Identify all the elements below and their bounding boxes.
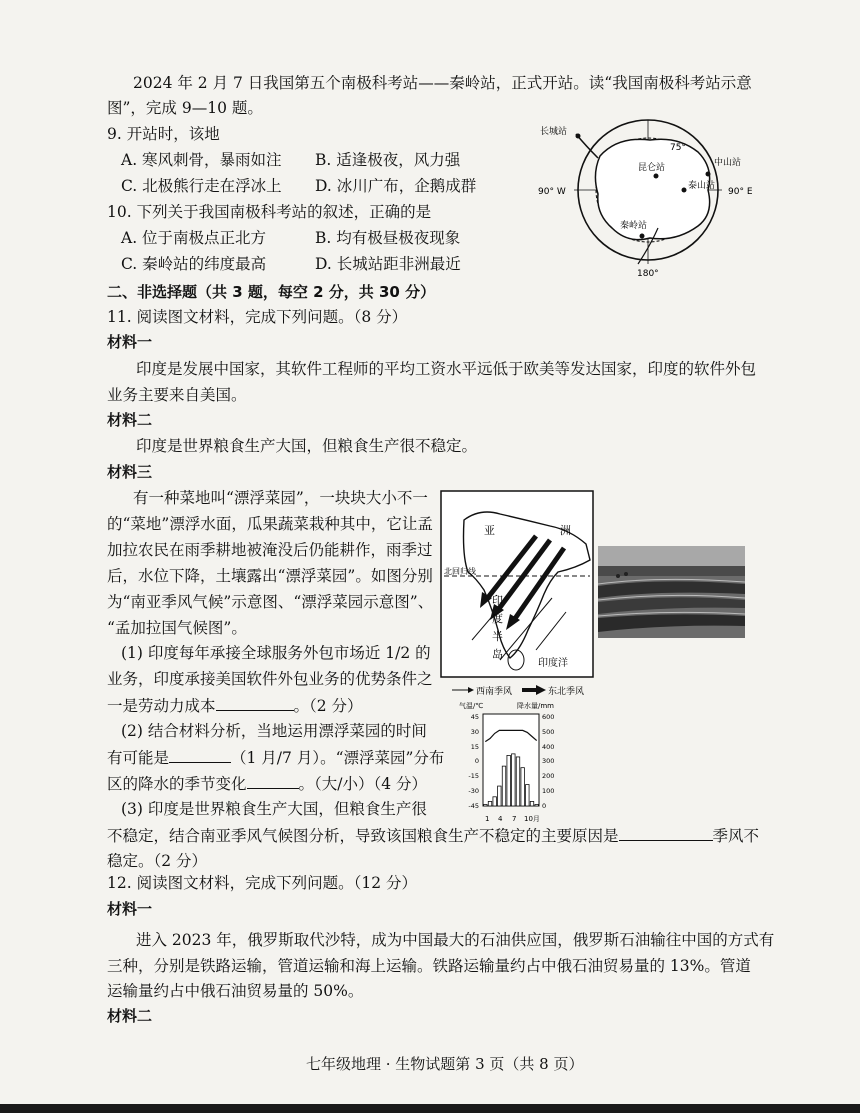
- q12-stem: 12. 阅读图文材料，完成下列问题。（12 分）: [107, 874, 417, 892]
- q11-material-3-line: “孟加拉国气候图”。: [107, 619, 247, 637]
- bangladesh-climate-chart: [455, 700, 567, 812]
- temp-tick: 30: [470, 728, 479, 736]
- q11-material-3-line: 有一种菜地叫“漂浮菜园”，一块块大小不一: [133, 489, 428, 507]
- q11-part-2-text-d: 。（大/小）（4 分）: [298, 775, 428, 793]
- precipitation-bar: [498, 786, 501, 806]
- precipitation-bar: [493, 797, 496, 806]
- asia-label-1: 亚: [484, 524, 495, 537]
- q12-material-1-line-1: 进入 2023 年，俄罗斯取代沙特，成为中国最大的石油供应国，俄罗斯石油输往中国的方式有: [136, 931, 775, 949]
- precipitation-bar: [507, 755, 510, 806]
- east-90-label: 90° E: [728, 187, 753, 197]
- q12-material-1-line-2: 三种，分别是铁路运输，管道运输和海上运输。铁路运输量约占中俄石油贸易量的 13%。管道: [107, 957, 751, 975]
- temperature-axis-label: 气温/℃: [459, 702, 484, 710]
- temp-tick: 15: [470, 743, 479, 751]
- month-tick: 7: [512, 815, 517, 823]
- q11-part-3-text-b: 季风不: [712, 827, 760, 845]
- month-tick: 10月: [524, 815, 540, 823]
- legend-northeast-monsoon: 东北季风: [548, 687, 585, 697]
- precip-tick: 200: [542, 772, 555, 780]
- q11-part-1-answer-blank[interactable]: [216, 694, 294, 711]
- month-tick: 1: [485, 815, 490, 823]
- latitude-75-label: 75°: [670, 143, 686, 153]
- q10-option-a: A. 位于南极点正北方: [121, 229, 267, 247]
- q11-material-1-line-2: 业务主要来自美国。: [107, 386, 247, 404]
- taishan-station-label: 泰山站: [688, 181, 716, 191]
- q12-material-1-title: 材料一: [107, 900, 153, 918]
- intro-line-1: 2024 年 2 月 7 日我国第五个南极科考站——秦岭站，正式开站。读“我国南极科考站示意: [133, 74, 752, 92]
- monsoon-legend: [450, 682, 600, 698]
- q11-part-2-line-1: (2) 结合材料分析，当地运用漂浮菜园的时间: [121, 722, 427, 740]
- q11-part-1-line-3: [107, 694, 363, 717]
- q11-part-2-line-3: [107, 772, 427, 795]
- precip-tick: 600: [542, 713, 555, 721]
- precip-tick: 300: [542, 757, 555, 765]
- climate-month-axis: [476, 810, 546, 822]
- india-label-2: 度: [492, 612, 503, 625]
- india-label-3: 半: [492, 630, 503, 643]
- q11-part-3-answer-blank[interactable]: [619, 824, 713, 841]
- month-tick: 4: [498, 815, 503, 823]
- q12-material-1-line-3: 运输量约占中俄石油贸易量的 50%。: [107, 982, 364, 1000]
- precipitation-bar: [488, 801, 491, 806]
- precipitation-bar: [516, 757, 519, 806]
- q11-material-3-line: 的“菜地”漂浮水面，瓜果蔬菜栽种其中，它让孟: [107, 515, 433, 533]
- q11-material-1-line-1: 印度是发展中国家，其软件工程师的平均工资水平远低于欧美等发达国家，印度的软件外包: [136, 360, 757, 378]
- q10-stem: 10. 下列关于我国南极科考站的叙述，正确的是: [107, 203, 432, 221]
- temp-tick: -45: [468, 802, 479, 810]
- intro-line-2: 图”，完成 9—10 题。: [107, 99, 263, 117]
- precip-tick: 100: [542, 787, 555, 795]
- q11-material-2-line-1: 印度是世界粮食生产大国，但粮食生产很不稳定。: [136, 437, 478, 455]
- kunlun-station-label: 昆仑站: [638, 163, 666, 173]
- q11-part-3-text-a: 不稳定，结合南亚季风气候图分析，导致该国粮食生产不稳定的主要原因是: [107, 827, 619, 845]
- floating-garden-photo: [598, 546, 745, 638]
- q11-part-3-line-1: (3) 印度是世界粮食生产大国，但粮食生产很: [121, 800, 427, 818]
- india-label-4: 岛: [492, 648, 503, 661]
- temp-tick: 0: [474, 757, 479, 765]
- q11-part-2-answer-blank-2[interactable]: [247, 772, 299, 789]
- q11-part-2-line-2: [107, 746, 444, 769]
- antarctic-stations-map: [538, 118, 770, 278]
- q11-part-2-text-b: （1 月/7 月）。“漂浮菜园”分布: [231, 749, 445, 767]
- q9-option-c: C. 北极熊行走在浮冰上: [121, 177, 282, 195]
- q10-option-d: D. 长城站距非洲最近: [315, 255, 461, 273]
- page-footer: 七年级地理 · 生物试题第 3 页（共 8 页）: [306, 1055, 584, 1073]
- q10-option-c: C. 秦岭站的纬度最高: [121, 255, 267, 273]
- q11-part-3-line-2: [107, 824, 759, 847]
- precip-tick: 500: [542, 728, 555, 736]
- q9-option-d: D. 冰川广布，企鹅成群: [315, 177, 477, 195]
- precipitation-bar: [521, 768, 524, 806]
- q11-part-1-line-2: 业务，印度承接美国软件外包业务的优势条件之: [107, 670, 433, 688]
- scan-edge-shadow: [0, 1104, 860, 1113]
- q9-option-b: B. 适逢极夜，风力强: [315, 151, 461, 169]
- precipitation-bar: [530, 801, 533, 806]
- q11-part-1-text-a: 一是劳动力成本: [107, 697, 216, 715]
- south-180-label: 180°: [637, 269, 659, 278]
- changcheng-station-label: 长城站: [540, 127, 568, 137]
- q11-material-1-title: 材料一: [107, 333, 153, 351]
- legend-southwest-monsoon: 西南季风: [476, 687, 513, 697]
- q11-material-3-title: 材料三: [107, 463, 153, 481]
- q10-option-b: B. 均有极昼极夜现象: [315, 229, 461, 247]
- precipitation-bar: [512, 754, 515, 806]
- indian-ocean-label: 印度洋: [538, 658, 568, 669]
- q9-option-a: A. 寒风刺骨，暴雨如注: [121, 151, 282, 169]
- temp-tick: -15: [468, 772, 479, 780]
- tropic-of-cancer-label: 北回归线: [444, 567, 476, 576]
- q11-part-2-answer-blank-1[interactable]: [169, 746, 231, 763]
- q12-material-2-title: 材料二: [107, 1007, 153, 1025]
- precipitation-axis-label: 降水量/mm: [517, 702, 554, 710]
- q11-part-2-text-a: 有可能是: [107, 749, 170, 767]
- q9-stem: 9. 开站时，该地: [107, 125, 220, 143]
- zhongshan-station-label: 中山站: [714, 158, 742, 168]
- q11-material-3-line: 加拉农民在雨季耕地被淹没后仍能耕作，雨季过: [107, 541, 433, 559]
- section-2-heading: 二、非选择题（共 3 题，每空 2 分，共 30 分）: [107, 283, 436, 301]
- precipitation-bar: [502, 766, 505, 806]
- precipitation-bar: [526, 785, 529, 806]
- temp-tick: -30: [468, 787, 479, 795]
- south-asia-monsoon-map: [440, 490, 594, 678]
- q11-part-3-line-3: 稳定。（2 分）: [107, 852, 208, 870]
- temp-tick: 45: [470, 713, 479, 721]
- q11-material-2-title: 材料二: [107, 411, 153, 429]
- precip-tick: 400: [542, 743, 555, 751]
- precip-tick: 0: [542, 802, 547, 810]
- q11-material-3-line: 为“南亚季风气候”示意图、“漂浮菜园示意图”、: [107, 593, 434, 611]
- q11-material-3-line: 后，水位下降，土壤露出“漂浮菜园”。如图分别: [107, 567, 433, 585]
- qinling-station-label: 秦岭站: [620, 221, 648, 231]
- q11-stem: 11. 阅读图文材料，完成下列问题。（8 分）: [107, 308, 408, 326]
- india-label-1: 印: [492, 594, 503, 607]
- q11-part-2-text-c: 区的降水的季节变化: [107, 775, 247, 793]
- precipitation-bar: [535, 804, 538, 806]
- precipitation-bar: [484, 804, 487, 806]
- asia-label-2: 洲: [560, 524, 571, 537]
- west-90-label: 90° W: [538, 187, 566, 197]
- q11-part-1-line-1: (1) 印度每年承接全球服务外包市场近 1/2 的: [121, 644, 431, 662]
- q11-part-1-text-b: 。（2 分）: [293, 697, 363, 715]
